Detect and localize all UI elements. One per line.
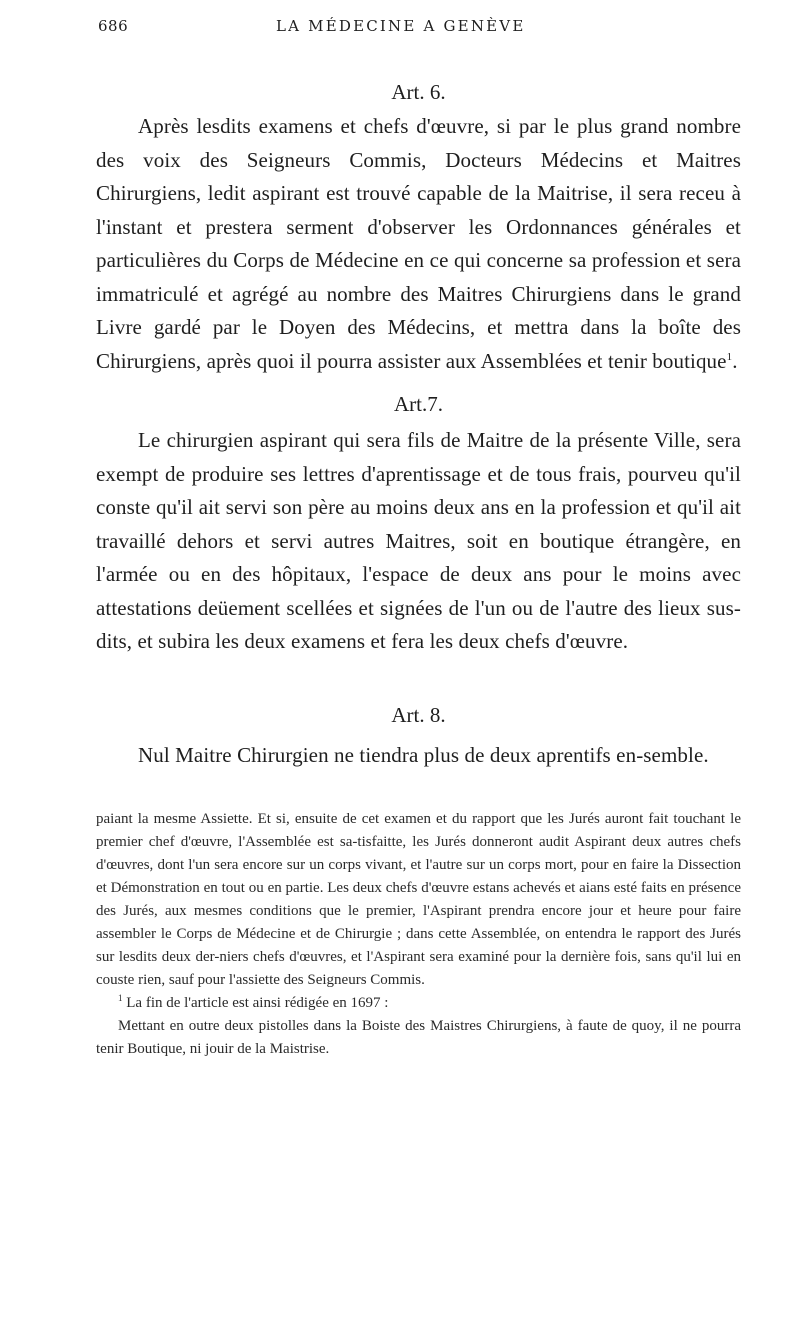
article-6-body: Après lesdits examens et chefs d'œuvre, si par le plus grand nombre des voix des Seigneurs Commis, Docteurs Médecins et Maitres Chirurgiens, ledit aspirant est trouvé capable de la Maitrise, il sera receu à l'instant et prestera serment d'observer les Ordonnances générales et particulières du Corps de Médecine en ce qui concerne sa profession et sera immatriculé et agrégé au nombre des Maitres Chirurgiens dans le grand Livre gardé par le Doyen des Médecins, et mettra dans la boîte des Chirurgiens, après quoi il pourra assister aux Assemblées et tenir boutique [96, 114, 741, 373]
article-7-text: Le chirurgien aspirant qui sera fils de Maitre de la présente Ville, sera exempt de produire ses lettres d'aprentissage et de tous frais, pourveu qu'il conste qu'il ait servi son père au moins deux ans en la profession et qu'il ait travaillé dehors et servi autres Maitres, soit en boutique étrangère, en l'armée ou en des hôpitaux, l'espace de deux ans pour le moins avec attestations deüement scellées et signées de l'un ou de l'autre des lieux sus-dits, et subira les deux examens et fera les deux chefs d'œuvre. [96, 428, 741, 653]
article-8-heading: Art. 8. [391, 702, 446, 727]
page-number: 686 [98, 17, 129, 35]
running-title: LA MÉDECINE A GENÈVE [276, 17, 526, 35]
article-6-text [96, 110, 741, 378]
footnote-1-quote: Mettant en outre deux pistolles dans la Boiste des Maistres Chirurgiens, à faute de quoy, il ne pourra tenir Boutique, ni jouir de la Maistrise. [96, 1018, 741, 1057]
footnote-continuation: paiant la mesme Assiette. Et si, ensuite de cet examen et du rapport que les Jurés auront fait touchant le premier chef d'œuvre, l'Assemblée est sa-tisfaitte, les Jurés donneront audit Aspirant deux autres chefs d'œuvres, dont l'un sera encore sur un corps vivant, et l'autre sur un corps mort, pour en faire la Dissection et Démonstration en tout ou en partie. Les deux chefs d'œuvre estans achevés et aians esté faits en présence des Jurés, aux mesmes conditions que le premier, l'Aspirant prendra encore jour et heure pour faire assembler le Corps de Médecine et de Chirurgie ; dans cette Assemblée, on entendra le rapport des Jurés sur lesdits deux der-niers chefs d'œuvres, et l'Aspirant sera examiné pour la dernière fois, sans qu'il lui en couste rien, sauf pour l'assiette des Seigneurs Commis. [96, 811, 741, 988]
article-7-heading: Art.7. [394, 392, 443, 416]
article-6-end: . [732, 348, 738, 373]
footnote-1-text: La fin de l'article est ainsi rédigée en 1697 : [126, 995, 389, 1011]
article-6-heading: Art. 6. [391, 80, 446, 104]
running-header [98, 17, 738, 43]
body-text [96, 70, 741, 1061]
footnotes [96, 808, 741, 1061]
article-8-text: Nul Maitre Chirurgien ne tiendra plus de deux aprentifs en-semble. [138, 742, 709, 767]
footnote-ref: 1 [726, 350, 733, 363]
footnote-1-mark: 1 [118, 993, 123, 1003]
footnote-1 [96, 992, 741, 1015]
